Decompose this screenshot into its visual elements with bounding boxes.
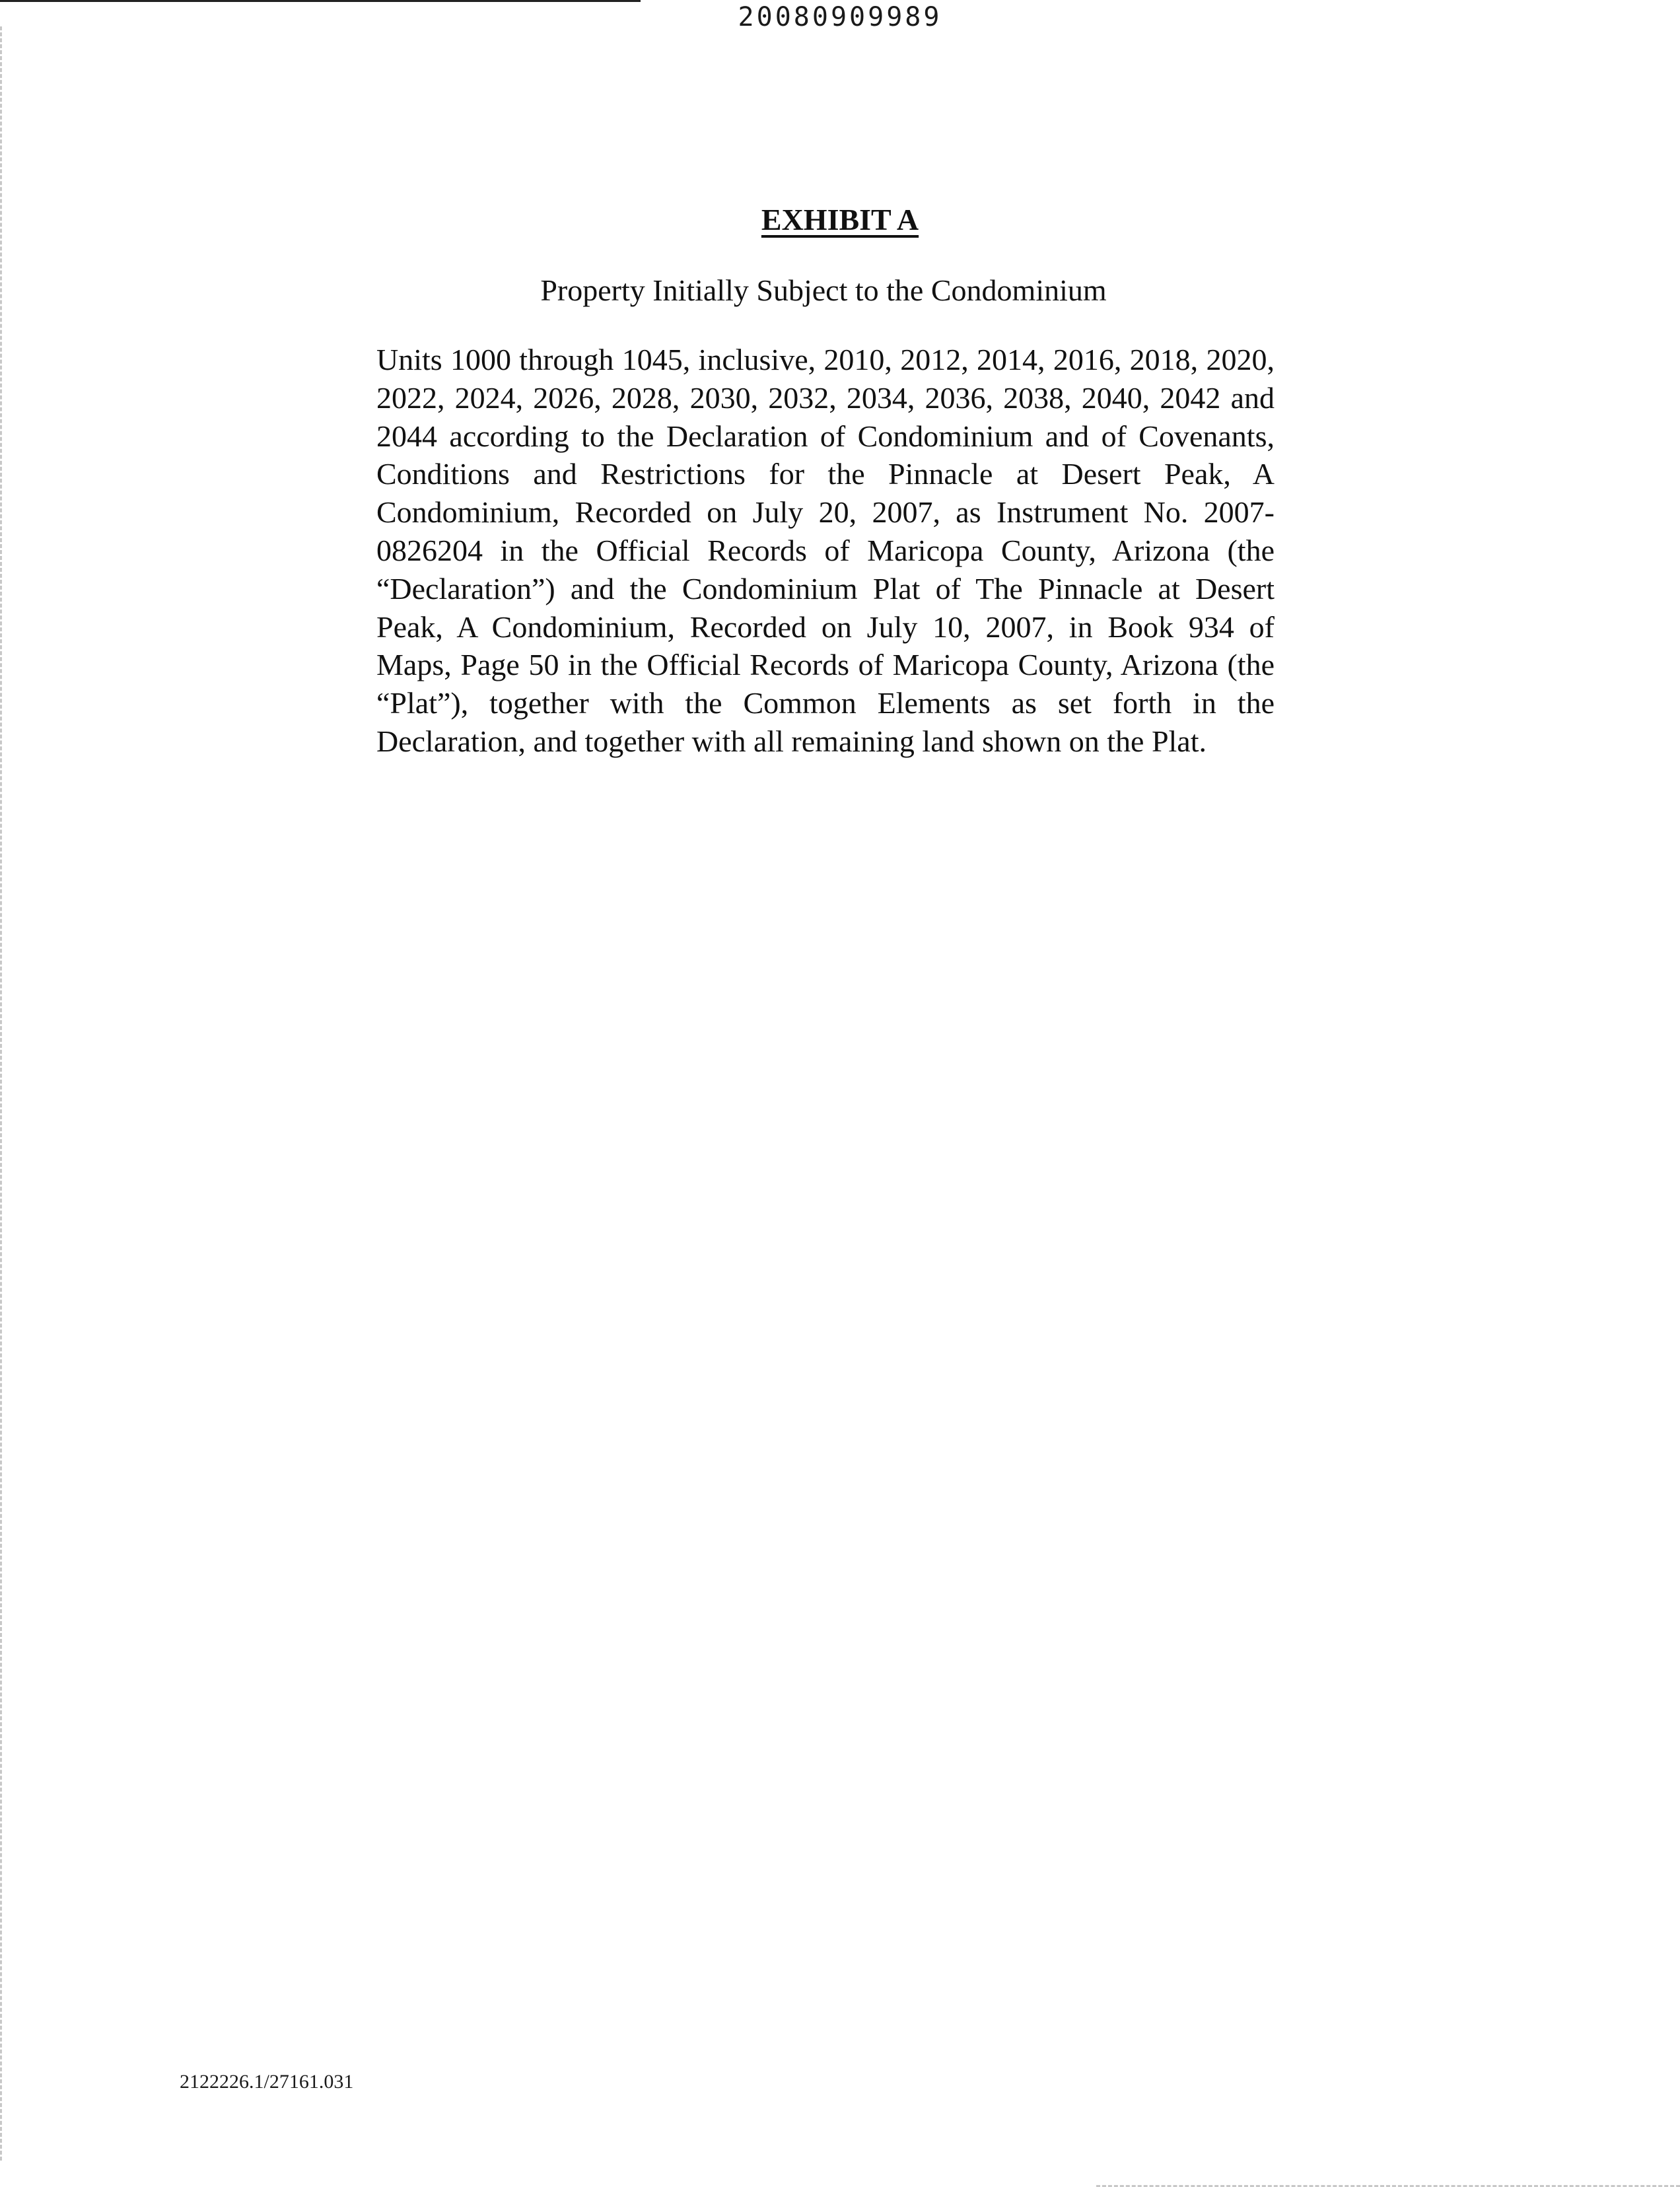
exhibit-title: EXHIBIT A (761, 203, 919, 236)
legal-description: Units 1000 through 1045, inclusive, 2010, 2012, 2014, 2016, 2018, 2020, 2022, 2024, 2026, 2028, 2030, 2032, 2034, 2036, 2038, 2040, 2042 and 2044 according to the Declaration of Condominium and of Covenants, Conditions and Restrictions for the Pinnacle at Desert Peak, A Condominium, Recorded on July 20, 2007, as Instrument No. 2007-0826204 in the Official Records of Maricopa County, Arizona (the “Declaration”) and the Condominium Plat of The Pinnacle at Desert Peak, A Condominium, Recorded on July 10, 2007, in Book 934 of Maps, Page 50 in the Official Records of Maricopa County, Arizona (the “Plat”), together with the Common Elements as set forth in the Declaration, and together with all remaining land shown on the Plat. (376, 343, 1275, 758)
recording-number: 20080909989 (738, 2, 942, 32)
document-reference: 2122226.1/27161.031 (180, 2071, 354, 2093)
left-scan-edge (0, 26, 2, 2161)
exhibit-subtitle: Property Initially Subject to the Condominium (540, 273, 1107, 307)
